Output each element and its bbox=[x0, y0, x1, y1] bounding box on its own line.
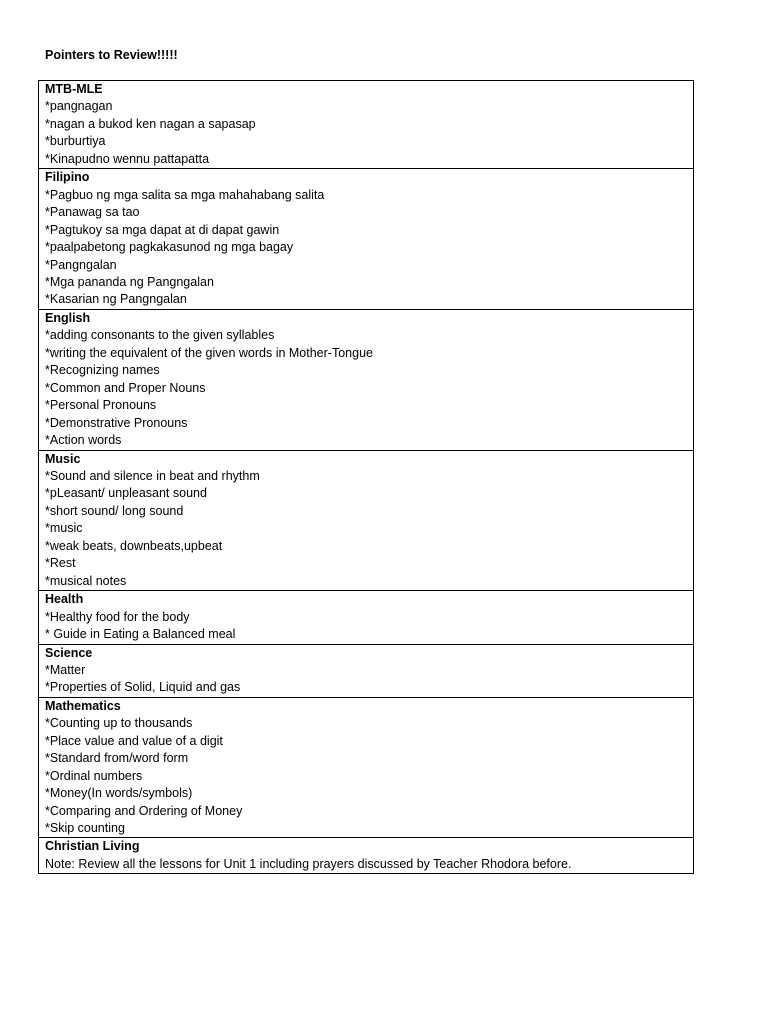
topic-item: *Ordinal numbers bbox=[45, 768, 143, 783]
subject-row-english bbox=[39, 309, 694, 450]
topic-item: *Pagbuo ng mga salita sa mga mahahabang salita bbox=[45, 187, 325, 202]
topic-item: *Kinapudno wennu pattapatta bbox=[45, 151, 210, 166]
review-table-body bbox=[39, 81, 694, 874]
subject-cell bbox=[39, 697, 694, 838]
topic-item: *Matter bbox=[45, 662, 86, 677]
topic-item: *pangnagan bbox=[45, 99, 113, 114]
topic-item: *Mga pananda ng Pangngalan bbox=[45, 274, 214, 289]
subject-name: Science bbox=[45, 645, 93, 660]
subject-cell bbox=[39, 169, 694, 310]
subject-cell bbox=[39, 644, 694, 697]
topic-item: *pLeasant/ unpleasant sound bbox=[45, 486, 207, 501]
topic-item: * Guide in Eating a Balanced meal bbox=[45, 627, 236, 642]
note-text: Note: Review all the lessons for Unit 1 including prayers discussed by Teacher Rhodora before. bbox=[45, 856, 572, 871]
topic-item: *Money(In words/symbols) bbox=[45, 786, 193, 801]
topic-item: *Recognizing names bbox=[45, 363, 160, 378]
subject-cell bbox=[39, 309, 694, 450]
page-title: Pointers to Review!!!!! bbox=[45, 48, 178, 62]
subject-cell bbox=[39, 81, 694, 169]
subject-cell bbox=[39, 450, 694, 591]
topic-item: *Personal Pronouns bbox=[45, 398, 157, 413]
topic-item: *Common and Proper Nouns bbox=[45, 380, 206, 395]
topic-item: *Pangngalan bbox=[45, 257, 117, 272]
topic-item: *adding consonants to the given syllables bbox=[45, 328, 275, 343]
subject-name: Music bbox=[45, 451, 81, 466]
topic-item: *writing the equivalent of the given words in Mother-Tongue bbox=[45, 345, 373, 360]
topic-item: *Skip counting bbox=[45, 821, 125, 836]
subject-row-mathematics bbox=[39, 697, 694, 838]
subject-name: Mathematics bbox=[45, 698, 121, 713]
topic-item: *short sound/ long sound bbox=[45, 503, 184, 518]
review-table bbox=[38, 80, 694, 874]
subject-name: Filipino bbox=[45, 170, 90, 185]
subject-name: Christian Living bbox=[45, 839, 140, 854]
topic-item: *Pagtukoy sa mga dapat at di dapat gawin bbox=[45, 222, 280, 237]
subject-name: Health bbox=[45, 592, 84, 607]
topic-item: *Properties of Solid, Liquid and gas bbox=[45, 680, 241, 695]
subject-row-health bbox=[39, 591, 694, 644]
subject-row-music bbox=[39, 450, 694, 591]
topic-item: *Standard from/word form bbox=[45, 751, 189, 766]
subject-row-filipino bbox=[39, 169, 694, 310]
subject-row-science bbox=[39, 644, 694, 697]
topic-item: *Healthy food for the body bbox=[45, 609, 190, 624]
topic-item: *Kasarian ng Pangngalan bbox=[45, 292, 187, 307]
topic-item: *Sound and silence in beat and rhythm bbox=[45, 468, 260, 483]
topic-item: *Panawag sa tao bbox=[45, 205, 140, 220]
subject-name: MTB-MLE bbox=[45, 82, 103, 96]
topic-item: *Rest bbox=[45, 556, 76, 571]
topic-item: *burburtiya bbox=[45, 134, 106, 149]
subject-name: English bbox=[45, 310, 91, 325]
topic-item: *musical notes bbox=[45, 573, 127, 588]
topic-item: *music bbox=[45, 521, 83, 536]
topic-item: *Counting up to thousands bbox=[45, 716, 193, 731]
topic-item: *Action words bbox=[45, 433, 122, 448]
topic-item: *Demonstrative Pronouns bbox=[45, 415, 188, 430]
topic-item: *Place value and value of a digit bbox=[45, 733, 223, 748]
topic-item: *paalpabetong pagkakasunod ng mga bagay bbox=[45, 240, 294, 255]
subject-cell bbox=[39, 591, 694, 644]
subject-row-christian-living bbox=[39, 838, 694, 874]
subject-cell bbox=[39, 838, 694, 874]
topic-item: *Comparing and Ordering of Money bbox=[45, 803, 243, 818]
topic-item: *weak beats, downbeats,upbeat bbox=[45, 538, 223, 553]
topic-item: *nagan a bukod ken nagan a sapasap bbox=[45, 116, 256, 131]
subject-row-mtb-mle bbox=[39, 81, 694, 169]
